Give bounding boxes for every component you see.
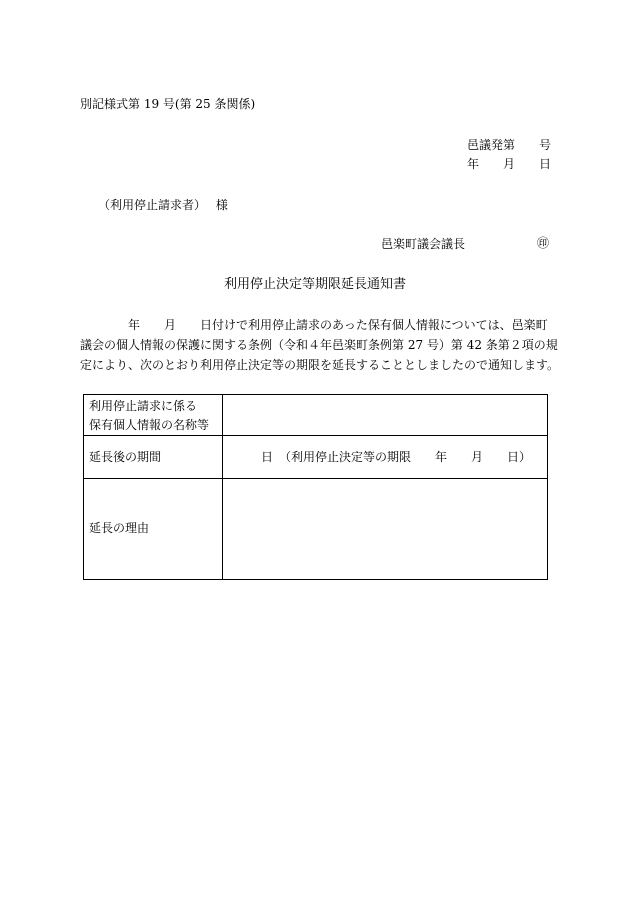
extended-period-value-cell [223, 436, 547, 478]
document-title: 利用停止決定等期限延長通知書 [223, 277, 406, 292]
table-label-cell [84, 395, 223, 435]
body-text-line: 定により、次のとおり利用停止決定等の期限を延長することとしましたので通知します。 [80, 358, 560, 372]
table-row-info-name [84, 395, 547, 436]
extension-reason-value-cell [223, 479, 547, 580]
document-number: 邑議発第 号 [467, 138, 552, 152]
document-date: 年 月 日 [467, 157, 552, 171]
info-name-label-line2: 保有個人情報の名称等 [89, 418, 210, 432]
table-label-cell [84, 479, 223, 580]
seal-mark: ㊞ [537, 236, 550, 250]
requester-addressee: （利用停止請求者） 様 [98, 198, 228, 212]
form-number: 別記様式第 19 号(第 25 条関係) [80, 97, 256, 111]
info-name-label-line1: 利用停止請求に係る [89, 399, 198, 413]
table-row-extended-period [84, 436, 547, 479]
extended-period-value: 日 （利用停止決定等の期限 年 月 日） [261, 450, 532, 464]
body-text-line: 年 月 日付けで利用停止請求のあった保有個人情報については、邑楽町 [80, 318, 548, 332]
info-name-value-cell [223, 395, 547, 435]
body-text-line: 議会の個人情報の保護に関する条例（令和４年邑楽町条例第 27 号）第 42 条第２項の規 [80, 338, 558, 352]
table-label-cell [84, 436, 223, 478]
extension-info-table [83, 394, 548, 580]
extended-period-label: 延長後の期間 [89, 450, 162, 464]
extension-reason-label: 延長の理由 [89, 521, 150, 535]
table-row-extension-reason [84, 479, 547, 580]
sender-name: 邑楽町議会議長 [381, 237, 466, 251]
